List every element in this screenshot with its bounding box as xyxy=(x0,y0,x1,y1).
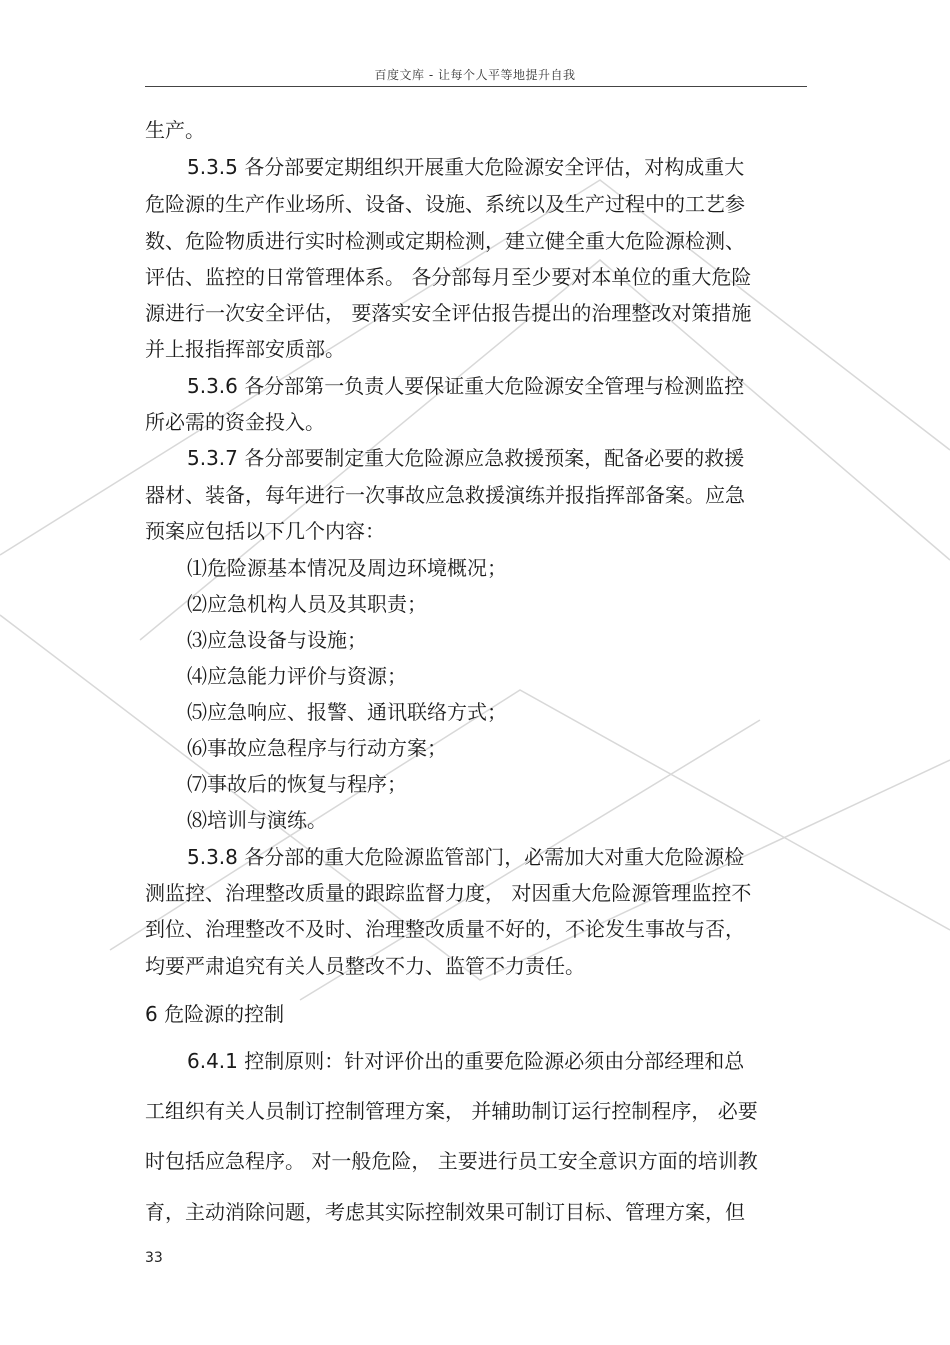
clause-5-3-5: 5.3.5 各分部要定期组织开展重大危险源安全评估，对构成重大 xyxy=(187,155,745,179)
header-divider xyxy=(145,86,807,87)
text-line: 评估、监控的日常管理体系。 各分部每月至少要对本单位的重大危险 xyxy=(145,265,752,289)
section-heading: 6 危险源的控制 xyxy=(145,1002,285,1026)
text-line: 器材、装备，每年进行一次事故应急救援演练并报指挥部备案。应急 xyxy=(145,483,745,507)
clause-6-4-1: 6.4.1 控制原则：针对评价出的重要危险源必须由分部经理和总 xyxy=(187,1049,745,1073)
text-line: 所必需的资金投入。 xyxy=(145,410,325,434)
clause-5-3-6: 5.3.6 各分部第一负责人要保证重大危险源安全管理与检测监控 xyxy=(187,374,745,398)
text-line: 均要严肃追究有关人员整改不力、监管不力责任。 xyxy=(145,954,585,978)
clause-5-3-8: 5.3.8 各分部的重大危险源监管部门，必需加大对重大危险源检 xyxy=(187,845,745,869)
text-line: 危险源的生产作业场所、设备、设施、系统以及生产过程中的工艺参 xyxy=(145,192,745,216)
text-line: 时包括应急程序。 对一般危险， 主要进行员工安全意识方面的培训教 xyxy=(145,1149,758,1173)
page-header: 百度文库 - 让每个人平等地提升自我 xyxy=(374,68,576,82)
text-line: 预案应包括以下几个内容： xyxy=(145,519,385,543)
clause-5-3-7: 5.3.7 各分部要制定重大危险源应急救援预案，配备必要的救援 xyxy=(187,446,745,470)
text-line: 数、危险物质进行实时检测或定期检测，建立健全重大危险源检测、 xyxy=(145,229,745,253)
list-item: ⑻培训与演练。 xyxy=(187,808,327,832)
text-line: 工组织有关人员制订控制管理方案， 并辅助制订运行控制程序， 必要 xyxy=(145,1099,758,1123)
text-line: 测监控、治理整改质量的跟踪监督力度， 对因重大危险源管理监控不 xyxy=(145,881,752,905)
text-line: 生产。 xyxy=(145,118,205,142)
list-item: ⑹事故应急程序与行动方案； xyxy=(187,736,447,760)
text-line: 源进行一次安全评估， 要落实安全评估报告提出的治理整改对策措施 xyxy=(145,301,752,325)
list-item: ⑺事故后的恢复与程序； xyxy=(187,772,407,796)
list-item: ⑸应急响应、报警、通讯联络方式； xyxy=(187,700,507,724)
page-number: 33 xyxy=(145,1250,163,1266)
text-line: 到位、治理整改不及时、治理整改质量不好的，不论发生事故与否， xyxy=(145,917,745,941)
text-line: 育，主动消除问题，考虑其实际控制效果可制订目标、管理方案，但 xyxy=(145,1200,745,1224)
text-line: 并上报指挥部安质部。 xyxy=(145,337,345,361)
list-item: ⑶应急设备与设施； xyxy=(187,628,367,652)
list-item: ⑴危险源基本情况及周边环境概况； xyxy=(187,556,507,580)
list-item: ⑷应急能力评价与资源； xyxy=(187,664,407,688)
list-item: ⑵应急机构人员及其职责； xyxy=(187,592,427,616)
